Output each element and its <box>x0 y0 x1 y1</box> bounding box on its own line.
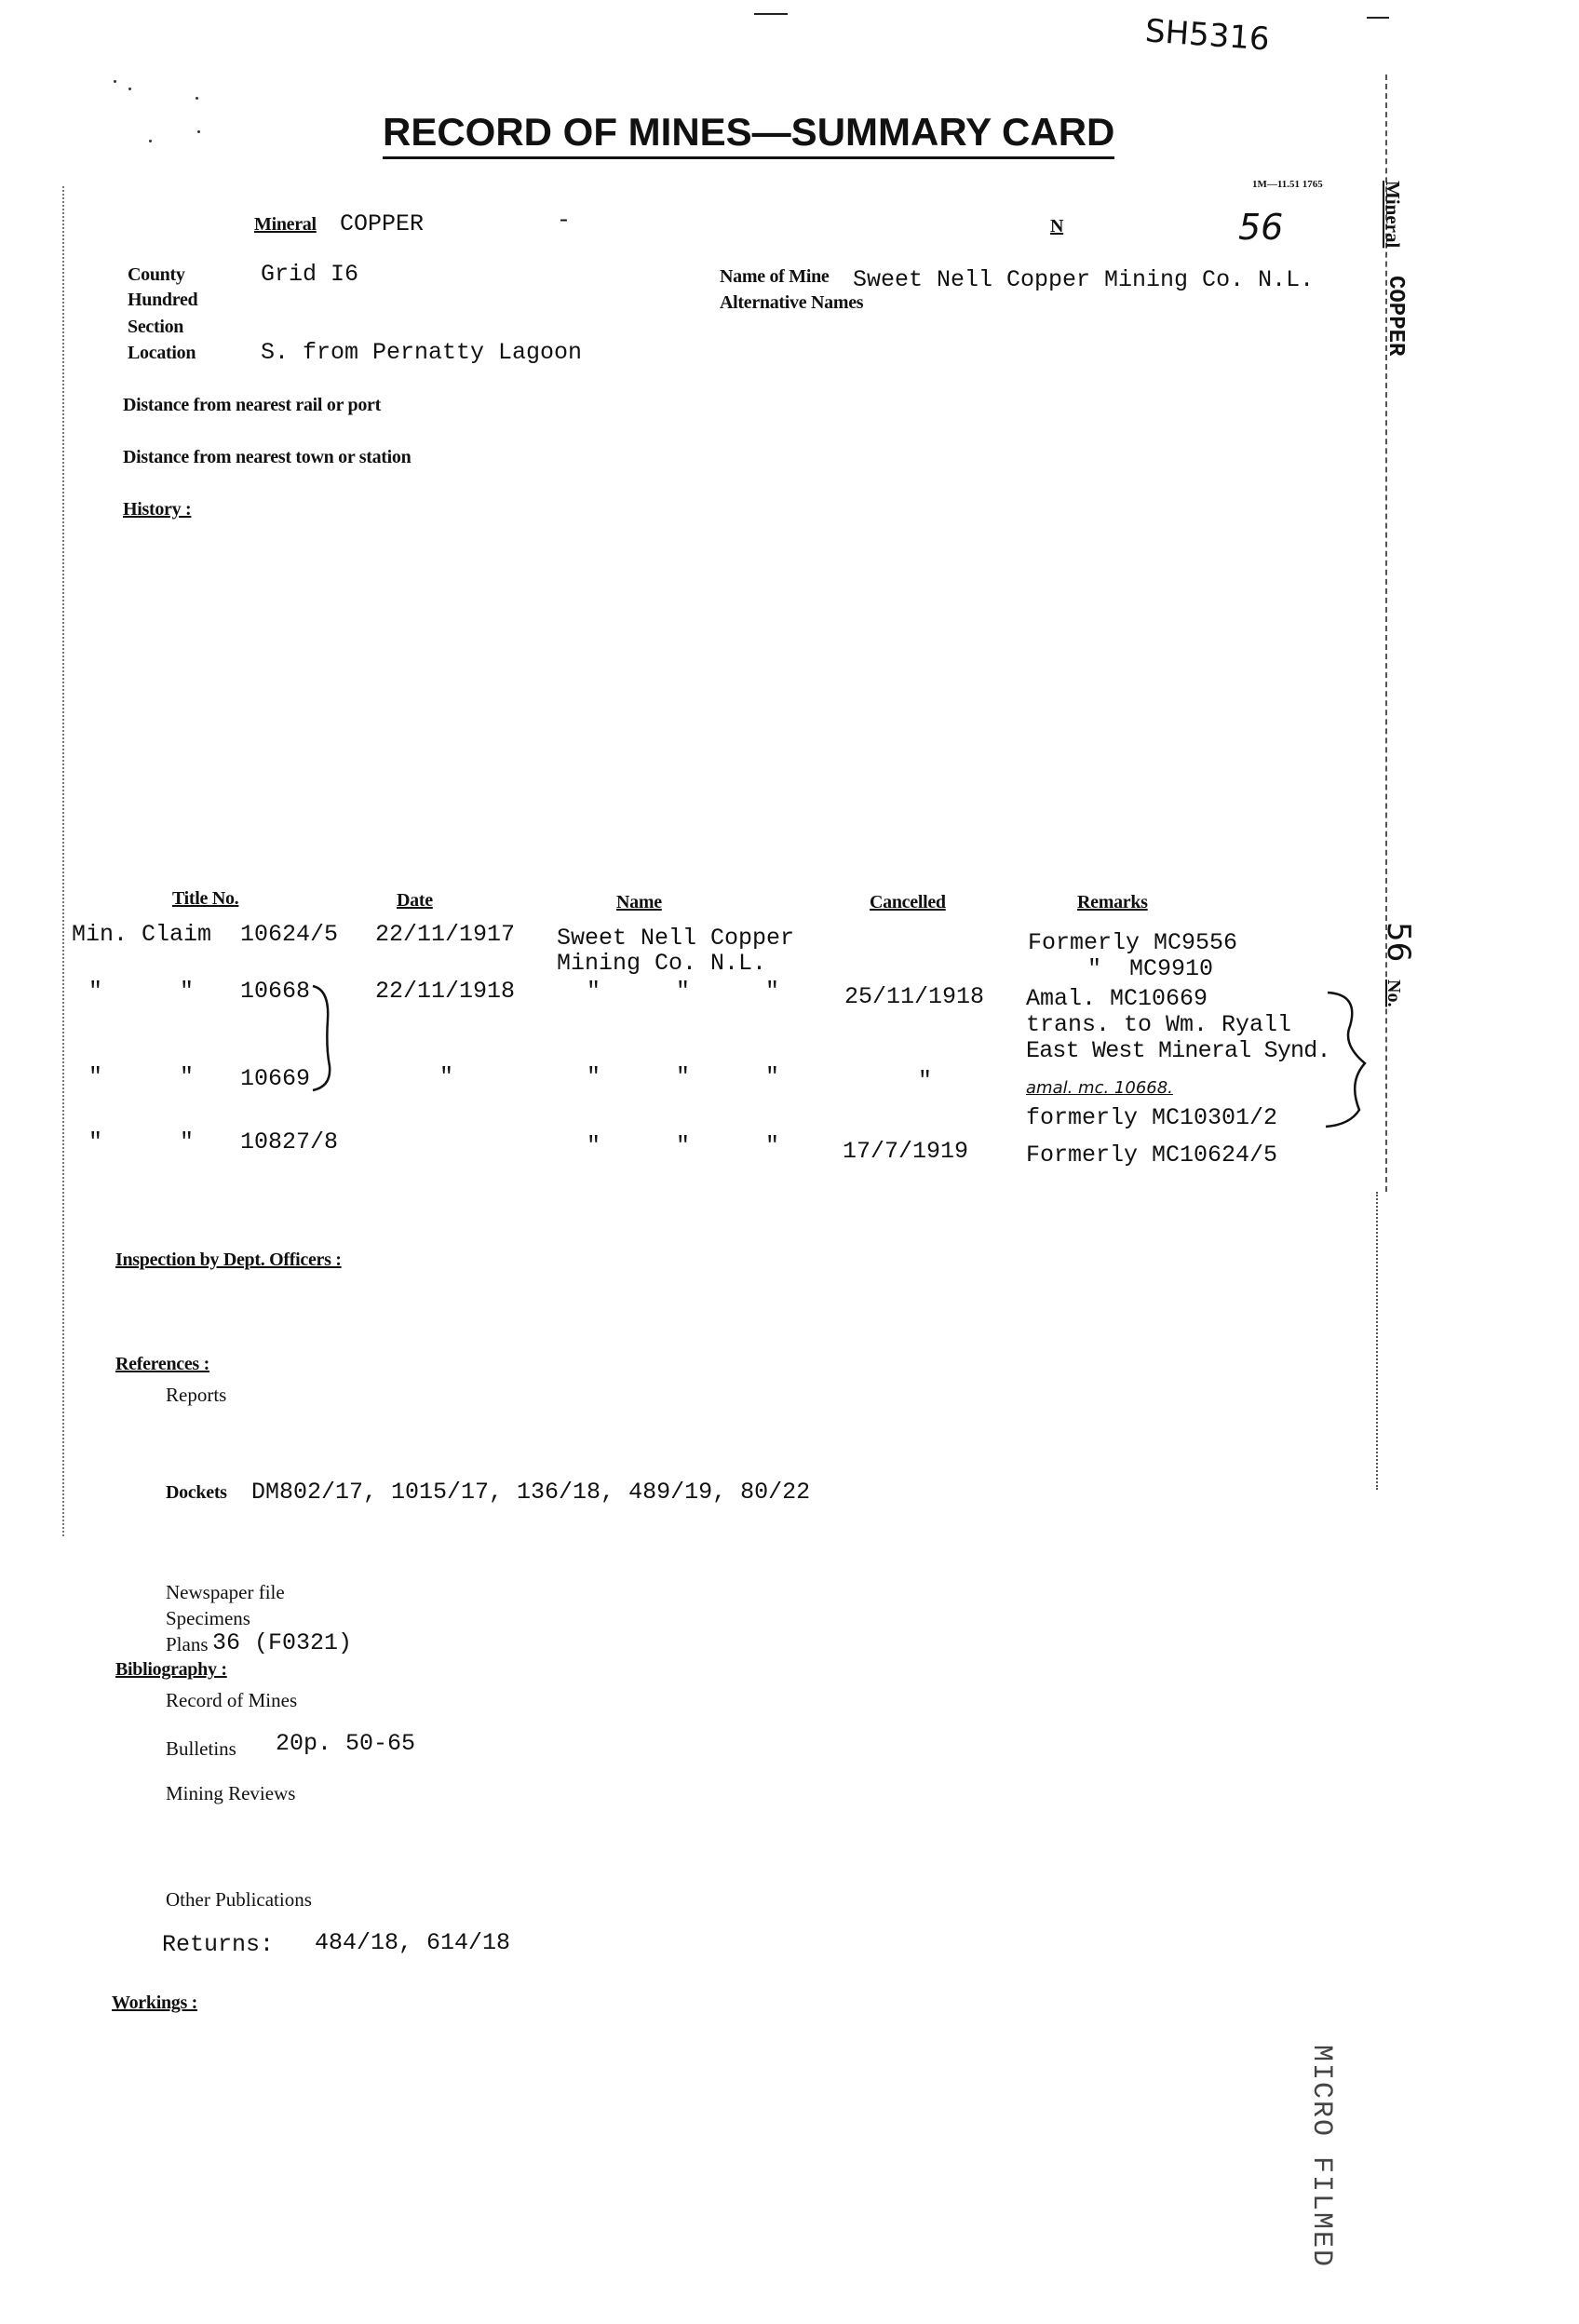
row-date: 22/11/1917 <box>375 921 516 948</box>
header-name: Name <box>616 892 662 912</box>
row-name-ditto: " <box>676 978 691 1005</box>
form-code: 1M—11.51 1765 <box>1252 179 1323 190</box>
row-name-ditto: " <box>587 1132 601 1159</box>
workings-label: Workings : <box>112 1993 198 2013</box>
mineral-value: COPPER <box>340 210 425 237</box>
name-of-mine-label: Name of Mine <box>720 266 830 287</box>
returns-value: 484/18, 614/18 <box>315 1929 511 1956</box>
section-label: Section <box>128 317 184 337</box>
dockets-value: DM802/17, 1015/17, 136/18, 489/19, 80/22 <box>251 1479 811 1506</box>
row-ditto: " <box>88 978 103 1005</box>
row-cancelled: 17/7/1919 <box>843 1138 969 1165</box>
mineral-dash: - <box>557 207 572 234</box>
plans-label: Plans <box>166 1633 209 1655</box>
newspaper-label: Newspaper file <box>166 1581 285 1603</box>
row-title-no: 10624/5 <box>240 921 339 948</box>
row-ditto: " <box>180 1063 195 1090</box>
side-tab-number-label: No. <box>1383 980 1404 1007</box>
row-title-no: 10669 <box>240 1065 311 1092</box>
row-name-ditto: " <box>676 1063 691 1090</box>
row-date: 22/11/1918 <box>375 978 516 1005</box>
row-name-ditto: " <box>765 1063 780 1090</box>
speck <box>149 140 152 142</box>
header-remarks: Remarks <box>1077 892 1148 912</box>
mining-reviews-label: Mining Reviews <box>166 1782 296 1804</box>
distance-town-label: Distance from nearest town or station <box>123 447 412 467</box>
location-label: Location <box>128 343 196 363</box>
inspection-label: Inspection by Dept. Officers : <box>115 1250 342 1270</box>
row-cancelled: 25/11/1918 <box>844 983 985 1010</box>
specimens-label: Specimens <box>166 1607 250 1629</box>
bulletins-value: 20p. 50-65 <box>276 1730 416 1757</box>
row-ditto: " <box>180 978 195 1005</box>
row-remarks-line-2: " MC9910 <box>1087 955 1214 982</box>
row-date-ditto: " <box>439 1063 454 1090</box>
number-value: 56 <box>1238 207 1284 248</box>
row-remarks-line-1: Amal. MC10669 <box>1026 985 1208 1012</box>
distance-rail-label: Distance from nearest rail or port <box>123 395 381 415</box>
bibliography-label: Bibliography : <box>115 1659 227 1680</box>
left-edge-marks <box>62 186 64 1536</box>
side-tab-number-value: 56 <box>1380 922 1417 963</box>
right-perforation-line <box>1376 1192 1378 1490</box>
record-of-mines-label: Record of Mines <box>166 1689 298 1711</box>
dockets-label: Dockets <box>166 1482 227 1503</box>
row-remarks-line-2: trans. to Wm. Ryall <box>1026 1011 1292 1038</box>
hundred-label: Hundred <box>128 290 198 310</box>
row-ditto: " <box>88 1063 103 1090</box>
row-name-ditto: " <box>676 1132 691 1159</box>
name-of-mine-value: Sweet Nell Copper Mining Co. N.L. <box>853 266 1315 293</box>
title-bracket <box>309 982 346 1094</box>
row-cancelled-ditto: " <box>918 1067 933 1094</box>
row-title-no: 10827/8 <box>240 1128 339 1155</box>
speck <box>128 88 131 90</box>
row-type: Min. Claim <box>72 921 212 948</box>
row-name-ditto: " <box>765 978 780 1005</box>
row-remarks-line-1: Formerly MC9556 <box>1028 929 1238 956</box>
other-publications-label: Other Publications <box>166 1888 312 1911</box>
document-reference: SH5316 <box>1143 12 1271 59</box>
page-title: RECORD OF MINES—SUMMARY CARD <box>383 110 1114 159</box>
row-title-no: 10668 <box>240 978 311 1005</box>
row-remarks-handwritten: amal. mc. 10668. <box>1026 1078 1173 1098</box>
history-label: History : <box>123 499 192 520</box>
row-name-line-1: Sweet Nell Copper <box>557 925 795 952</box>
row-remarks-line-2: formerly MC10301/2 <box>1026 1104 1278 1131</box>
row-remarks-line-1: Formerly MC10624/5 <box>1026 1142 1278 1169</box>
alternative-names-label: Alternative Names <box>720 292 864 313</box>
location-value: S. from Pernatty Lagoon <box>261 339 583 366</box>
reports-label: Reports <box>166 1384 227 1406</box>
header-title-no: Title No. <box>172 888 239 909</box>
speck <box>114 80 116 83</box>
references-label: References : <box>115 1354 209 1374</box>
microfilm-stamp: MICRO FILMED <box>1305 2045 1337 2269</box>
plans-value: 36 (F0321) <box>212 1629 353 1656</box>
row-ditto: " <box>88 1128 103 1155</box>
side-tab-mineral-value: COPPER <box>1383 276 1408 357</box>
speck <box>197 130 200 133</box>
row-name-ditto: " <box>765 1132 780 1159</box>
header-date: Date <box>397 890 433 911</box>
speck <box>196 97 198 100</box>
row-ditto: " <box>180 1128 195 1155</box>
mineral-label: Mineral <box>254 214 317 235</box>
top-mark <box>754 13 788 15</box>
number-label: N <box>1050 216 1064 236</box>
county-label: County <box>128 264 185 285</box>
returns-label: Returns: <box>162 1931 275 1958</box>
top-mark <box>1367 17 1389 19</box>
bulletins-label: Bulletins <box>166 1737 236 1760</box>
row-name-line-2: Mining Co. N.L. <box>557 950 767 977</box>
side-tab-mineral-label: Mineral <box>1382 181 1404 249</box>
header-cancelled: Cancelled <box>870 892 946 912</box>
row-name-ditto: " <box>587 978 601 1005</box>
row-name-ditto: " <box>587 1063 601 1090</box>
county-value: Grid I6 <box>261 261 359 288</box>
row-remarks-line-3: East West Mineral Synd. <box>1026 1037 1330 1064</box>
